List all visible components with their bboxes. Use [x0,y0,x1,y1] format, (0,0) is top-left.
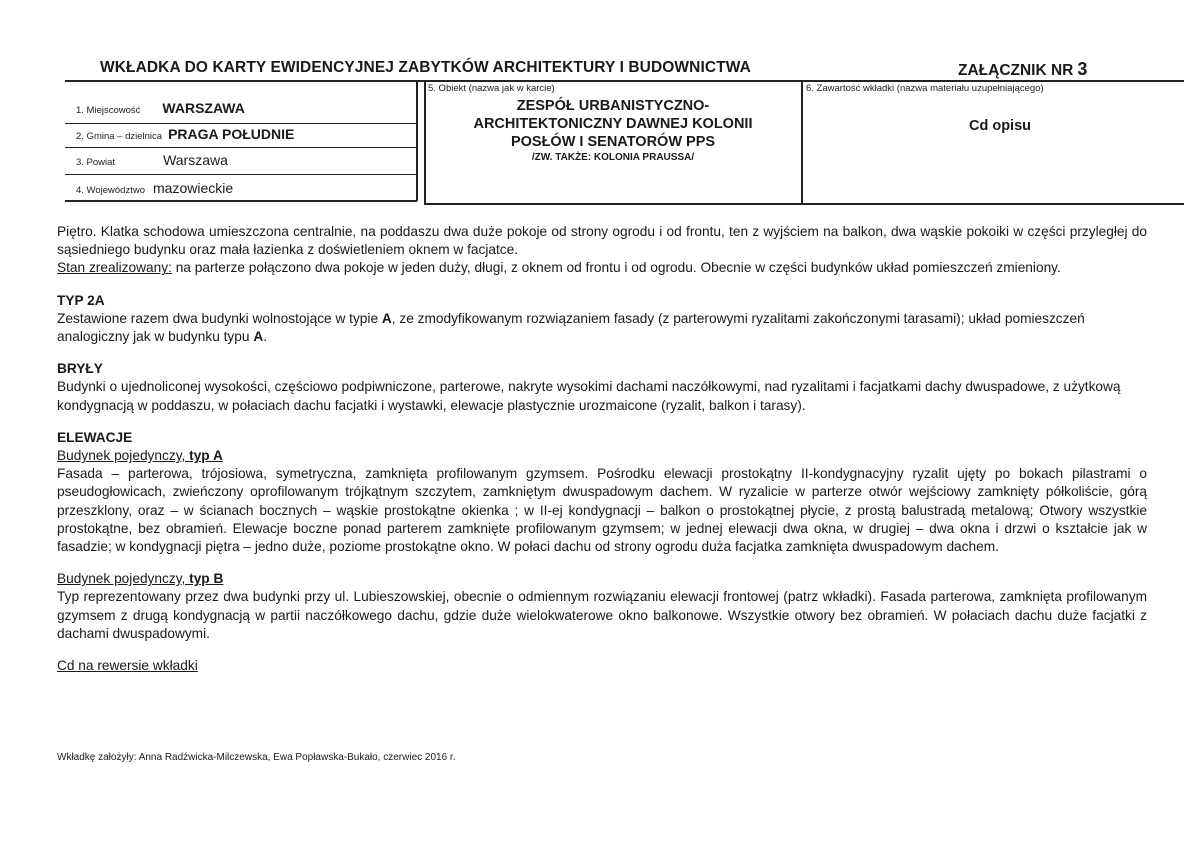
field-wojewodztwo [76,180,233,198]
field-zawartosc-label: 6. Zawartość wkładki (nazwa materiału uzupełniającego) [806,83,1044,94]
field-divider-2 [65,147,417,148]
field-divider-1 [65,123,417,124]
footer-authors: Wkładkę założyły: Anna Radźwicka-Milczewska, Ewa Popławska-Bukało, czerwiec 2016 r. [57,752,456,763]
field-value: mazowieckie [153,180,234,196]
typ2a-text-2: , ze zmodyfikowanym rozwiązaniem fasady (z parterowymi ryzalitami zakończonymi tarasami); układ pomieszczeń analogiczny jak w budynku typu [57,310,1085,345]
field-value: WARSZAWA [162,100,245,116]
typ-b-label [57,571,223,586]
field-label: 1. Miejscowość [76,105,141,116]
description-body [57,223,1147,675]
typ-a-label-text: Budynek pojedynczy, [57,448,190,464]
obiekt-line-3: POSŁÓW I SENATORÓW PPS [510,134,716,150]
field-divider-3 [65,174,417,175]
heading-elewacje: ELEWACJE [57,429,133,445]
annex-number: 3 [1077,59,1088,79]
left-box-bottom-border [65,200,417,202]
field-gmina [76,126,294,144]
field-powiat [76,152,228,170]
annex-label [958,59,1087,80]
subheading-typ-b [57,570,1147,588]
typ-a-label [57,448,223,463]
subheading-typ-a [57,447,1147,465]
field-obiekt-label: 5. Obiekt (nazwa jak w karcie) [428,83,555,94]
header-bottom-rule [424,203,1184,205]
header-top-rule [65,80,1184,82]
typ2a-bold-1: A [381,310,392,326]
field-obiekt-value [428,97,798,165]
heading-typ-2a: TYP 2A [57,292,105,308]
annex-label-text: ZAŁĄCZNIK NR [958,62,1074,79]
typ2a-bold-2: A [253,329,264,345]
obiekt-line-2: ARCHITEKTONICZNY DAWNEJ KOLONII [473,116,753,132]
typ-b-label-text: Budynek pojedynczy, [57,571,190,587]
paragraph-typ-a: Fasada – parterowa, trójosiowa, symetryczna, zamknięta profilowanym gzymsem. Pośrodku elewacji prostokątny II-kondygnacyjny ryzalit ujęty po bokach pilastrami o pseudogłowicach, zwieńczony oprofilowanym trójkątnym szczytem, zamkniętym dwuspadowym dachem. W ryzalicie w parterze otwór wejściowy zamknięty półkoliście, górą przeszklony, oraz – w ścianach bocznych – wąskie prostokątne okienka ; w II-ej kondygnacji – balkon o prostokątnej płycie, z prostą balustradą metalową; Otwory wszystkie prostokątne, bez obramień. Elewacje boczne ponad parterem zamknięte profilowanym gzymsem; w jednej elewacji dwa okna, w drugiej – dwa okna i drzwi o kształcie jak w fasadzie; w kondygnacji piętra – jedno duże, poziome prostokątne okno. W połaci dachu od strony ogrodu duża facjatka zamknięta dwuspadowym dachem. [57,466,1147,555]
typ2a-text-3: . [263,329,268,345]
typ-a-label-bold: typ A [189,448,223,464]
field-label: 3. Powiat [76,157,116,168]
heading-bryly: BRYŁY [57,361,103,377]
paragraph-pietro: Piętro. Klatka schodowa umieszczona centralnie, na poddaszu dwa duże pokoje od strony ogrodu i od frontu, ten z wyjściem na balkon, dwa wąskie pokoiki w części przyległej do sąsiedniego budynku oraz mała łazienka z doświetleniem oknem w facjatce. [57,224,1147,258]
obiekt-line-1: ZESPÓŁ URBANISTYCZNO- [516,98,710,114]
continued-on-reverse-note: Cd na rewersie wkładki [57,658,198,674]
field-value: PRAGA POŁUDNIE [168,126,295,142]
typ-b-label-bold: typ B [189,571,224,587]
document-title: WKŁADKA DO KARTY EWIDENCYJNEJ ZABYTKÓW ARCHITEKTURY I BUDOWNICTWA [100,59,751,76]
paragraph-stan [57,259,1147,277]
obiekt-line-4: /ZW. TAKŻE: KOLONIA PRAUSSA/ [531,152,695,163]
typ2a-text-1: Zestawione razem dwa budynki wolnostojące w typie [57,310,382,326]
middle-box-right-border [801,81,803,203]
middle-box-left-border [424,81,426,203]
field-miejscowosc [76,100,245,118]
field-value: Warszawa [163,152,228,168]
paragraph-bryly: Budynki o ujednoliconej wysokości, częściowo podpiwniczone, parterowe, nakryte wysokimi dachami naczółkowymi, nad ryzalitami i facjatkami dachy dwuspadowe, z użytkową kondygnacją w poddaszu, w połaciach dachu facjatki i wystawki, elewacje plastycznie urozmaicone (ryzalit, balkon i tarasy). [57,379,1121,413]
stan-label: Stan zrealizowany: [57,260,172,276]
field-label: 2. Gmina – dzielnica [76,131,163,142]
stan-text: na parterze połączono dwa pokoje w jeden duży, długi, z oknem od frontu i od ogrodu. Obecnie w części budynków układ pomieszczeń zmieniony. [171,260,1061,276]
field-label: 4. Województwo [76,185,145,196]
left-box-right-border [416,81,418,201]
paragraph-typ-2a [57,310,1147,346]
field-zawartosc-value: Cd opisu [968,118,1032,134]
paragraph-typ-b: Typ reprezentowany przez dwa budynki przy ul. Lubieszowskiej, obecnie o odmiennym rozwiązaniu elewacji frontowej (patrz wkładki). Fasada parterowa, zamknięta profilowanym gzymsem z drugą kondygnacją w partii naczółkowego dachu, gdzie duże wielokwaterowe okno balkonowe. Wszystkie otwory bez obramień. W połaciach dachu duże facjatki z dachami dwuspadowymi. [57,589,1147,641]
